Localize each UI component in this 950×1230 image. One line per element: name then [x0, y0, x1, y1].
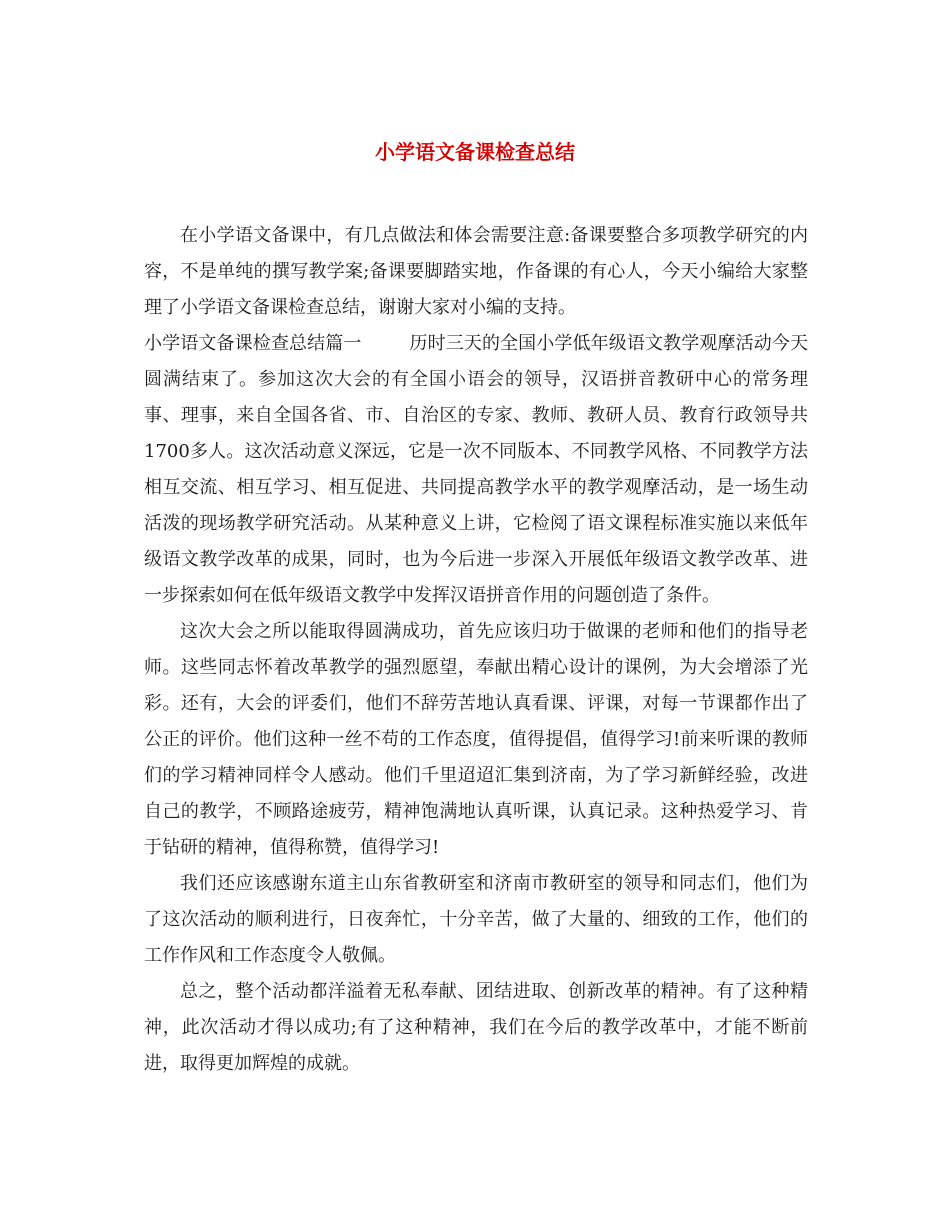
section-heading: 小学语文备课检查总结篇一	[144, 333, 362, 354]
document-body	[144, 218, 808, 1082]
paragraph-3: 我们还应该感谢东道主山东省教研室和济南市教研室的领导和同志们，他们为了这次活动的顺利进行，日夜奔忙，十分辛苦，做了大量的、细致的工作，他们的工作作风和工作态度令人敬佩。	[144, 873, 808, 966]
section-one-paragraph	[144, 326, 808, 614]
intro-paragraph: 在小学语文备课中，有几点做法和体会需要注意:备课要整合多项教学研究的内容，不是单纯的撰写教学案;备课要脚踏实地，作备课的有心人，今天小编给大家整理了小学语文备课检查总结，谢谢大家对小编的支持。	[144, 225, 808, 318]
document-title: 小学语文备课检查总结	[375, 140, 575, 164]
paragraph-4: 总之，整个活动都洋溢着无私奉献、团结进取、创新改革的精神。有了这种精神，此次活动才得以成功;有了这种精神，我们在今后的教学改革中，才能不断前进，取得更加辉煌的成就。	[144, 981, 808, 1074]
section-one-text: 历时三天的全国小学低年级语文教学观摩活动今天圆满结束了。参加这次大会的有全国小语会的领导，汉语拼音教研中心的常务理事、理事，来自全国各省、市、自治区的专家、教师、教研人员、教育行政领导共1700多人。这次活动意义深远，它是一次不同版本、不同教学风格、不同教学方法相互交流、相互学习、相互促进、共同提高教学水平的教学观摩活动，是一场生动活泼的现场教学研究活动。从某种意义上讲，它检阅了语文课程标准实施以来低年级语文教学改革的成果，同时，也为今后进一步深入开展低年级语文教学改革、进一步探索如何在低年级语文教学中发挥汉语拼音作用的问题创造了条件。	[144, 333, 808, 606]
paragraph-2: 这次大会之所以能取得圆满成功，首先应该归功于做课的老师和他们的指导老师。这些同志怀着改革教学的强烈愿望，奉献出精心设计的课例，为大会增添了光彩。还有，大会的评委们，他们不辞劳苦地认真看课、评课，对每一节课都作出了公正的评价。他们这种一丝不苟的工作态度，值得提倡，值得学习!前来听课的教师们的学习精神同样令人感动。他们千里迢迢汇集到济南，为了学习新鲜经验，改进自己的教学，不顾路途疲劳，精神饱满地认真听课，认真记录。这种热爱学习、肯于钻研的精神，值得称赞，值得学习!	[144, 621, 808, 858]
